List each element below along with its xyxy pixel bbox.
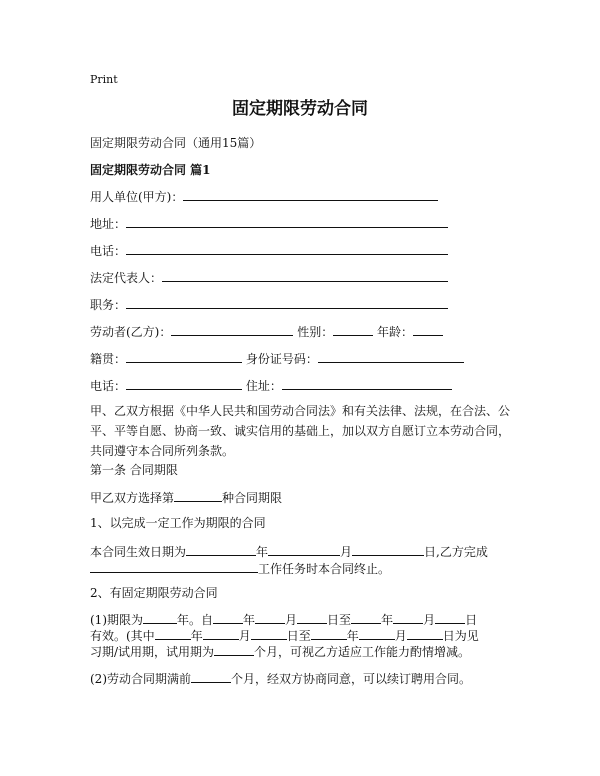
address-label: 地址：: [90, 217, 127, 231]
age-blank: [413, 323, 443, 336]
eff-day-label: 日,乙方完成: [424, 545, 488, 559]
position-label: 职务：: [90, 298, 127, 312]
term-years-blank: [143, 611, 177, 624]
worker-blank: [171, 323, 293, 336]
prob-start-month-label: 月: [238, 629, 251, 643]
residence-label: 住址：: [245, 379, 282, 393]
prob-end-year-blank: [311, 627, 347, 640]
item-2-heading: 2、有固定期限劳动合同: [90, 586, 218, 600]
native-blank: [126, 350, 242, 363]
employer-blank: [183, 188, 438, 201]
employer-field: [90, 188, 438, 205]
gender-label: 性别：: [297, 325, 334, 339]
choose-label-a: 甲乙双方选择第: [90, 491, 175, 505]
end-month-label: 月: [423, 613, 436, 627]
residence-blank: [282, 377, 452, 390]
worker-field: [90, 323, 443, 340]
probation-end-label: 日为见: [442, 629, 479, 643]
employer-label: 用人单位(甲方)：: [90, 190, 184, 204]
native-label: 籍贯：: [90, 352, 127, 366]
gender-blank: [333, 323, 373, 336]
probation-label: 有效。(其中: [90, 629, 155, 643]
eff-day-blank: [352, 543, 424, 556]
prob-end-year-label: 年: [346, 629, 359, 643]
prob-start-day-blank: [251, 627, 287, 640]
document-title: 固定期限劳动合同: [232, 99, 368, 119]
probation-line: [90, 627, 479, 644]
prob-start-month-blank: [203, 627, 239, 640]
renewal-label: (2)劳动合同期满前: [90, 672, 191, 686]
probation-period-label: 习期/试用期，试用期为: [90, 645, 215, 659]
task-end-label: 工作任务时本合同终止。: [258, 562, 391, 576]
eff-month-blank: [268, 543, 340, 556]
term-line: [90, 611, 477, 628]
eff-month-label: 月: [340, 545, 353, 559]
age-label: 年龄：: [377, 325, 414, 339]
probation-months-blank: [214, 643, 254, 656]
document-subtitle: 固定期限劳动合同（通用15篇）: [90, 136, 262, 150]
phone2-label: 电话：: [90, 379, 127, 393]
prob-start-year-label: 年: [190, 629, 203, 643]
probation-period-note: 个月，可视乙方适应工作能力酌情增减。: [254, 645, 471, 659]
contract-type-blank: [174, 489, 222, 502]
renewal-line: [90, 670, 471, 687]
end-year-blank: [351, 611, 381, 624]
start-year-label: 年: [243, 613, 256, 627]
legal-rep-label: 法定代表人：: [90, 271, 163, 285]
prob-end-day-blank: [407, 627, 443, 640]
section-heading: 固定期限劳动合同 篇1: [90, 163, 211, 177]
legal-rep-field: [90, 269, 448, 286]
position-field: [90, 296, 448, 313]
end-month-blank: [393, 611, 423, 624]
term-from-label: 年。自: [177, 613, 214, 627]
start-month-label: 月: [285, 613, 298, 627]
intro-paragraph: 甲、乙双方根据《中华人民共和国劳动合同法》和有关法律、法规，在合法、公平、平等自愿、协商一致、诚实信用的基础上，加以双方自愿订立本劳动合同，共同遵守本合同所列条款。: [90, 404, 511, 458]
start-to-label: 日至: [327, 613, 352, 627]
renewal-months-blank: [191, 670, 231, 683]
phone-field: [90, 242, 448, 259]
renewal-note: 个月，经双方协商同意，可以续订聘用合同。: [231, 672, 472, 686]
prob-end-month-blank: [359, 627, 395, 640]
item-1-heading: 1、以完成一定工作为期限的合同: [90, 516, 266, 530]
phone-blank: [126, 242, 448, 255]
term-label: (1)期限为: [90, 613, 143, 627]
address-blank: [126, 215, 448, 228]
start-year-blank: [213, 611, 243, 624]
eff-label: 本合同生效日期为: [90, 545, 187, 559]
end-year-label: 年: [381, 613, 394, 627]
prob-to-label: 日至: [286, 629, 311, 643]
eff-year-label: 年: [256, 545, 269, 559]
probation-period-line: [90, 643, 470, 660]
choose-label-b: 种合同期限: [222, 491, 283, 505]
task-end-line: [90, 560, 390, 577]
id-label: 身份证号码：: [245, 352, 318, 366]
native-field: [90, 350, 464, 367]
print-link[interactable]: Print: [90, 73, 118, 86]
phone2-blank: [126, 377, 242, 390]
end-day-blank: [435, 611, 465, 624]
task-blank: [90, 560, 258, 573]
eff-year-blank: [186, 543, 256, 556]
phone2-field: [90, 377, 452, 394]
legal-rep-blank: [162, 269, 448, 282]
start-day-blank: [297, 611, 327, 624]
worker-label: 劳动者(乙方)：: [90, 325, 172, 339]
end-day-label: 日: [465, 613, 478, 627]
address-field: [90, 215, 448, 232]
position-blank: [126, 296, 448, 309]
id-blank: [318, 350, 464, 363]
prob-start-year-blank: [155, 627, 191, 640]
start-month-blank: [255, 611, 285, 624]
phone-label: 电话：: [90, 244, 127, 258]
contract-type-line: [90, 489, 282, 506]
article-1-heading: 第一条 合同期限: [90, 463, 178, 477]
effective-date-line: [90, 543, 488, 560]
prob-end-month-label: 月: [394, 629, 407, 643]
